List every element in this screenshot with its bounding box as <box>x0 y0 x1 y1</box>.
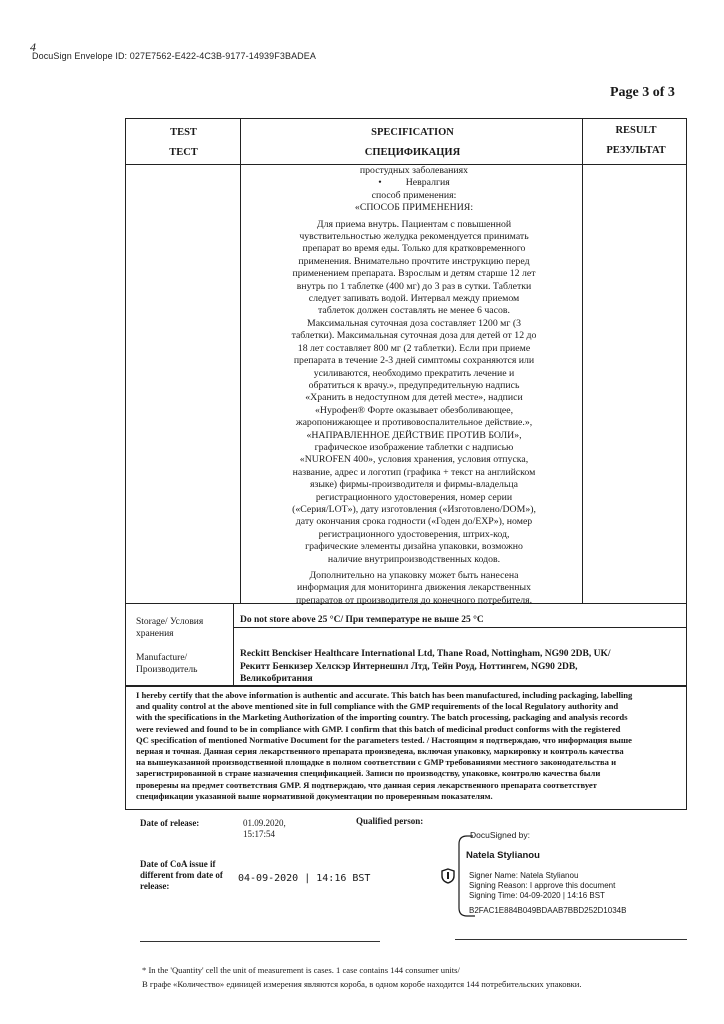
spec-line: простудных заболеваниях <box>359 165 469 176</box>
manufacturer-label <box>136 652 197 676</box>
qualified-person-label: Qualified person: <box>356 816 424 826</box>
cert-line: на вышеуказанной производственной площадке в полном соответствии с GMP требованиями местного законодательства и <box>136 757 617 768</box>
table-header-row <box>126 119 686 165</box>
spec-line: чувствительностью желудка рекомендуется принимать <box>299 231 529 243</box>
spec-line: наличие внутрипроизводственных кодов. <box>327 553 501 565</box>
header-spec-en: SPECIFICATION <box>371 127 454 138</box>
cert-line: QC specification of mentioned Normative Document for the parameters tested. / Настоящим я подтверждаю, что информация выше <box>136 734 632 745</box>
signer-details <box>469 871 615 901</box>
manufacturer-line: Рекитт Бенкизер Хелскэр Интернешнл Лтд, Тейн Роуд, Ноттингем, NG90 2DB, <box>240 661 578 672</box>
cert-line: спецификации указанной выше нормативной документации по проверенным показателям. <box>136 790 493 801</box>
cert-line: верная и точная. Данная серия лекарственного препарата произведена, включая упаковку, маркировку и контроль качества <box>136 746 624 757</box>
manufacturer-label-ru: Производитель <box>136 665 198 675</box>
spec-line: таблетки). Максимальная суточная доза для детей от 12 до <box>291 330 537 342</box>
docusign-signature-block <box>445 826 685 921</box>
spec-line: («Серия/LOT»), дату изготовления («Изготовлено/DOM»), <box>292 503 536 515</box>
spec-note-line: информация для мониторинга движения лекарственных <box>297 582 531 594</box>
row-divider <box>233 627 686 628</box>
corner-mark: 4 <box>30 40 36 54</box>
manufacturer-value <box>240 648 611 686</box>
manufacturer-line: Великобритания <box>240 674 313 684</box>
docusign-envelope-id: DocuSign Envelope ID: 027E7562-E422-4C3B-9177-14939F3BADEA <box>32 51 316 61</box>
cert-line: and quality control at the above mentioned site in full compliance with the GMP requirements of the local Regulatory authority and <box>136 701 619 712</box>
spec-line: препарат во время еды. Только для кратковременного <box>302 243 526 255</box>
signing-time: Signing Time: 04-09-2020 | 14:16 BST <box>469 891 605 900</box>
spec-line: «Хранить в недоступном для детей месте», надписи <box>305 392 523 404</box>
spec-line: языке) фирмы-производителя и фирмы-владельца <box>309 479 519 491</box>
bullet-icon: • <box>378 177 382 189</box>
spec-line: жаропонижающее и противовоспалительное действие.», <box>295 417 533 429</box>
spec-line: Для приема внутрь. Пациентам с повышенной <box>316 218 512 230</box>
result-column <box>582 119 686 603</box>
header-result <box>584 121 688 161</box>
header-specification <box>241 123 584 163</box>
coa-label <box>140 859 223 892</box>
spec-line: усиливаются, необходимо прекратить лечение и <box>313 367 515 379</box>
coa-label-line: different from date of <box>140 870 223 880</box>
spec-line: графические элементы дизайна упаковки, возможно <box>305 541 523 553</box>
footnote-en: * In the 'Quantity' cell the unit of measurement is cases. 1 case contains 144 consumer units/ <box>142 965 460 975</box>
spec-line: препарата в течение 2-3 дней симптомы сохраняются или <box>293 355 535 367</box>
coa-label-line: Date of CoA issue if <box>140 859 216 869</box>
spec-line: способ применения: <box>371 189 457 201</box>
spec-line: применения. Внимательно прочтите инструкцию перед <box>298 255 530 267</box>
spec-line: «NUROFEN 400», условия хранения, условия отпуска, <box>299 454 529 466</box>
spec-bullet-line <box>244 177 584 189</box>
specification-table <box>125 118 687 604</box>
spec-line: регистрационного удостоверения, номер серии <box>315 491 513 503</box>
coa-datetime: 04-09-2020 | 14:16 BST <box>238 873 371 884</box>
divider-line <box>455 939 687 940</box>
spec-line: название, адрес и логотип (графика + текст на английском <box>292 466 536 478</box>
signer-display-name: Natela Stylianou <box>466 850 540 861</box>
page-number: Page 3 of 3 <box>610 85 675 100</box>
spec-line: следует запивать водой. Интервал между приемом <box>308 293 520 305</box>
manufacturer-line: Reckitt Benckiser Healthcare International Ltd, Thane Road, Nottingham, NG90 2DB, UK/ <box>240 649 611 659</box>
certification-statement <box>136 690 684 802</box>
spec-line: применением препарата. Взрослым и детям старше 12 лет <box>292 268 536 280</box>
coa-label-line: release: <box>140 881 170 891</box>
release-date: 01.09.2020, <box>243 818 286 828</box>
spec-line: 18 лет составляет 800 мг (2 таблетки). Если при приеме <box>297 342 531 354</box>
header-result-ru: РЕЗУЛЬТАТ <box>606 145 666 156</box>
spec-note-line: препаратов от производителя до конечного потребителя. <box>295 594 533 606</box>
release-time: 15:17:54 <box>243 829 276 839</box>
storage-label-en: Storage/ Условия <box>136 617 204 627</box>
specification-text <box>244 165 584 607</box>
spec-line: «СПОСОБ ПРИМЕНЕНИЯ: <box>354 202 474 214</box>
cert-line: were reviewed and found to be in compliance with GMP. I confirm that this batch of medicinal product conforms with the registered <box>136 723 621 734</box>
spec-line: «Нурофен® Форте оказывает обезболивающее, <box>314 404 514 416</box>
header-test-ru: ТЕСТ <box>169 147 198 158</box>
storage-label-ru: хранения <box>136 629 174 639</box>
cert-line: зарегистрированной в стране назначения спецификацией. Записи по производству, упаковке, контролю качества были <box>136 768 601 779</box>
release-label: Date of release: <box>140 818 200 828</box>
docusign-hash: B2FAC1E884B049BDAAB7BBD252D1034B <box>469 906 627 915</box>
storage-label <box>136 616 203 640</box>
storage-manufacturer-block <box>125 604 687 686</box>
spec-line: обратиться к врачу.», предупредительную надпись <box>308 379 520 391</box>
storage-value: Do not store above 25 °C/ При температуре не выше 25 °C <box>240 615 484 625</box>
footnote-ru: В графе «Количество» единицей измерения являются короба, в одном коробе находится 144 потребительских упаковки. <box>142 979 582 989</box>
spec-line: графическое изображение таблетки с надписью <box>314 441 514 453</box>
spec-note-line: Дополнительно на упаковку может быть нанесена <box>309 570 519 581</box>
signer-name: Signer Name: Natela Stylianou <box>469 871 579 880</box>
spec-line: «НАПРАВЛЕННОЕ ДЕЙСТВИЕ ПРОТИВ БОЛИ», <box>306 429 522 441</box>
spec-line: Невралгия <box>405 177 450 189</box>
cert-line: I hereby certify that the above information is authentic and accurate. This batch has been manufactured, including packaging, labelling <box>136 690 633 700</box>
header-test <box>126 123 241 163</box>
header-test-en: TEST <box>170 127 197 138</box>
column-divider <box>233 604 234 685</box>
divider-line <box>140 941 380 942</box>
spec-line: Максимальная суточная доза составляет 1200 мг (3 <box>306 317 521 329</box>
manufacturer-label-en: Manufacture/ <box>136 653 188 663</box>
spec-line: таблеток должен составлять не менее 6 часов. <box>318 305 510 317</box>
cert-line: with the specifications in the Marketing Authorization of the importing country. The batch processing, packaging and analysis records <box>136 712 628 723</box>
docusign-shield-icon <box>441 868 455 884</box>
test-column <box>126 119 241 603</box>
spec-line: регистрационного удостоверения, штрих-код, <box>318 528 510 540</box>
header-spec-ru: СПЕЦИФИКАЦИЯ <box>364 147 461 158</box>
spec-line: внутрь по 1 таблетке (400 мг) до 3 раз в сутки. Таблетки <box>296 280 532 292</box>
docusigned-by-label: DocuSigned by: <box>470 830 531 840</box>
header-result-en: RESULT <box>615 125 657 136</box>
spec-line: дату окончания срока годности («Годен до/EXP»), номер <box>295 516 533 528</box>
cert-line: проверены на предмет соответствия GMP. Я подтверждаю, что данная серия лекарственного препарата соответствует <box>136 779 597 790</box>
signing-reason: Signing Reason: I approve this document <box>469 881 616 890</box>
